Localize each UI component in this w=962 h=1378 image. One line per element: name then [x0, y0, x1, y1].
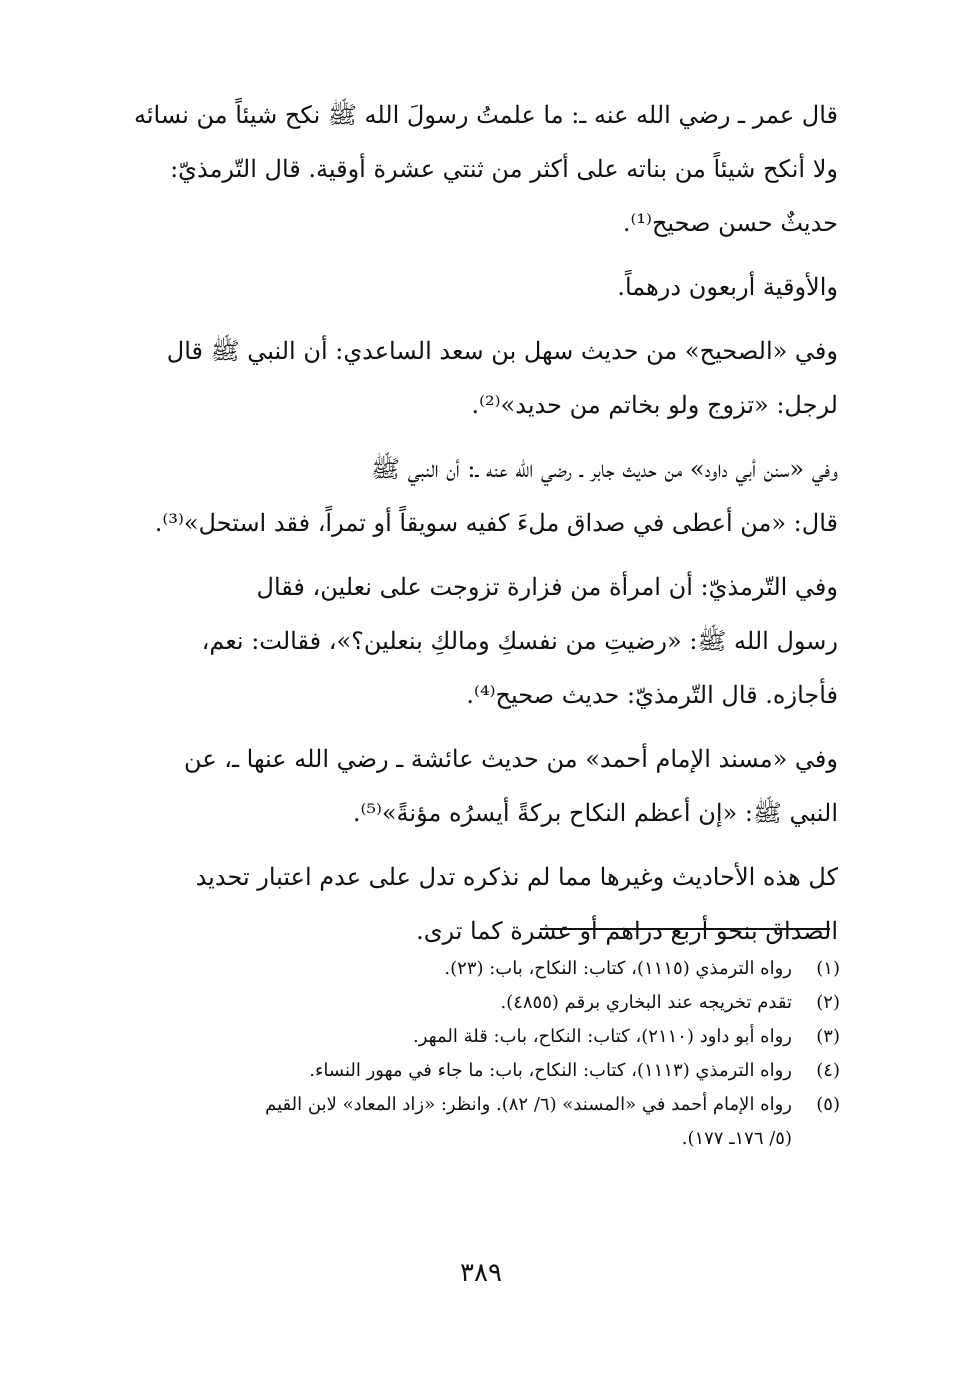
text-line: وفي التّرمذيّ: أن امرأة من فزارة تزوجت على نعلين، فقال — [256, 573, 838, 601]
page-number: ٣٨٩ — [460, 1258, 502, 1288]
paragraph — [110, 442, 838, 550]
footnote-text: رواه أبو داود (٢١١٠)، كتاب: النكاح، باب: قلة المهر. — [413, 1026, 792, 1047]
paragraph — [110, 324, 838, 432]
footnote — [110, 952, 840, 986]
footnote — [110, 986, 840, 1020]
text-line: ولا أنكح شيئاً من بناته على أكثر من ثنتي عشرة أوقية. قال التّرمذيّ: — [170, 155, 838, 183]
text-line: الصداق بنحو أربع دراهم أو عشرة كما ترى. — [416, 917, 838, 945]
main-text — [110, 88, 838, 968]
text-line: كل هذه الأحاديث وغيرها مما لم نذكره تدل على عدم اعتبار تحديد — [195, 863, 838, 891]
footnote-line: (٥/ ١٧٦ـ ١٧٧). — [681, 1128, 792, 1149]
footnote-number: (٥) — [816, 1094, 840, 1115]
footnote-text: رواه الترمذي (١١١٣)، كتاب: النكاح، باب: ما جاء في مهور النساء. — [309, 1060, 792, 1081]
footnote-text: رواه الترمذي (١١١٥)، كتاب: النكاح، باب: (٢٣). — [444, 958, 792, 979]
footnote-separator — [540, 928, 830, 930]
footnote — [110, 1088, 840, 1156]
text-line: النبي ﷺ: «إن أعظم النكاح بركةً أيسرُه مؤنةً»⁽⁵⁾. — [352, 799, 838, 827]
text-line: وفي «الصحيح» من حديث سهل بن سعد الساعدي: أن النبي ﷺ قال — [166, 337, 838, 365]
footnotes — [110, 952, 840, 1156]
footnote-number: (٤) — [816, 1060, 840, 1081]
footnote-number: (١) — [816, 958, 840, 979]
text-line: قال عمر ـ رضي الله عنه ـ: ما علمتُ رسولَ الله ﷺ نكح شيئاً من نسائه — [133, 101, 838, 129]
paragraph — [110, 560, 838, 722]
footnote — [110, 1020, 840, 1054]
text-line: قال: «من أعطى في صداق ملءَ كفيه سويقاً أو تمراً، فقد استحل»⁽³⁾. — [154, 509, 838, 537]
text-line: والأوقية أربعون درهماً. — [617, 273, 838, 301]
paragraph — [110, 88, 838, 250]
footnote-number: (٢) — [816, 992, 840, 1013]
paragraph — [110, 732, 838, 840]
footnote-text: تقدم تخريجه عند البخاري برقم (٤٨٥٥). — [500, 992, 792, 1013]
paragraph — [110, 850, 838, 958]
text-line: وفي «سنن أبي داود» من حديث جابر ـ رضي الله عنه ـ: أن النبي ﷺ — [371, 455, 838, 483]
footnote-text — [110, 1088, 792, 1156]
text-line: رسول الله ﷺ: «رضيتِ من نفسكِ ومالكِ بنعلين؟»، فقالت: نعم، — [201, 627, 838, 655]
footnote-number: (٣) — [816, 1026, 840, 1047]
paragraph — [110, 260, 838, 314]
footnote — [110, 1054, 840, 1088]
text-line: فأجازه. قال التّرمذيّ: حديث صحيح⁽⁴⁾. — [466, 681, 838, 709]
text-line: وفي «مسند الإمام أحمد» من حديث عائشة ـ رضي الله عنها ـ، عن — [184, 745, 838, 773]
footnote-line: رواه الإمام أحمد في «المسند» (٦/ ٨٢). وانظر: «زاد المعاد» لابن القيم — [265, 1094, 792, 1115]
text-line: حديثٌ حسن صحيح⁽¹⁾. — [622, 209, 838, 237]
text-line: لرجل: «تزوج ولو بخاتم من حديد»⁽²⁾. — [471, 391, 838, 419]
